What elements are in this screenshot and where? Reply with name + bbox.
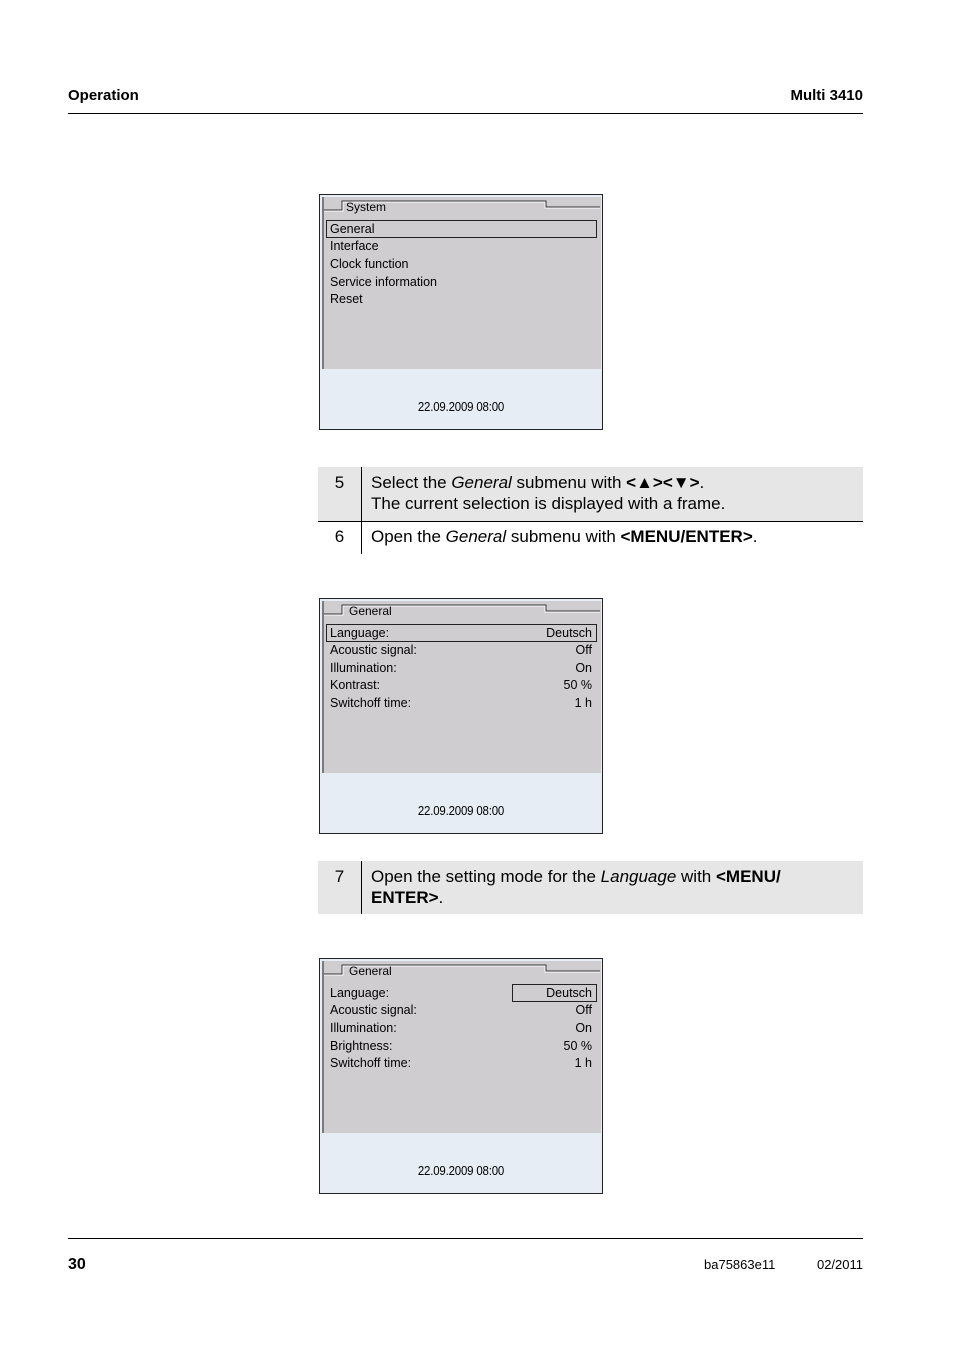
step-separator: [361, 861, 362, 914]
step-text-emphasis: Language: [600, 867, 677, 886]
setting-label-switchoff-time[interactable]: Switchoff time:: [330, 696, 412, 710]
step-key-menu-enter: <MENU/ENTER>: [620, 527, 753, 546]
document-id: ba75863e11: [704, 1257, 776, 1272]
step-key-arrows: <▲><▼>: [626, 473, 700, 492]
setting-label-acoustic-signal[interactable]: Acoustic signal:: [330, 643, 417, 657]
setting-value-kontrast: 50 %: [563, 678, 592, 692]
header-section-title: Operation: [68, 87, 139, 104]
setting-value-switchoff-time: 1 h: [574, 696, 592, 710]
timestamp: 22.09.2009 08:00: [417, 1163, 505, 1178]
setting-label-brightness: Brightness:: [330, 1039, 393, 1053]
setting-label-switchoff-time: Switchoff time:: [330, 1056, 412, 1070]
setting-value-switchoff-time: 1 h: [574, 1056, 592, 1070]
setting-label-illumination: Illumination:: [330, 1021, 397, 1035]
screen-title: General: [349, 964, 392, 978]
timestamp: 22.09.2009 08:00: [417, 803, 505, 818]
page-number: 30: [68, 1256, 86, 1273]
menu-panel: [322, 601, 601, 773]
setting-value-acoustic-signal: Off: [575, 1003, 592, 1017]
step-text-emphasis: General: [451, 473, 512, 492]
setting-label-kontrast[interactable]: Kontrast:: [330, 678, 381, 692]
step-text: [371, 866, 855, 908]
setting-value-language[interactable]: Deutsch: [546, 986, 592, 1000]
step-separator: [361, 467, 362, 521]
timestamp: 22.09.2009 08:00: [417, 399, 505, 414]
step-number: 7: [334, 867, 345, 886]
setting-value-language: Deutsch: [546, 626, 592, 640]
step-text-part: Open the setting mode for the: [371, 867, 601, 886]
setting-value-brightness: 50 %: [563, 1039, 592, 1053]
step-row-7: [318, 861, 863, 914]
footer-rule: [68, 1238, 863, 1239]
step-row-5: [318, 467, 863, 521]
header-rule: [68, 113, 863, 114]
menu-item-clock-function[interactable]: Clock function: [330, 257, 409, 271]
step-row-6: [318, 522, 863, 554]
step-text: [371, 526, 855, 547]
screen-title: General: [349, 604, 392, 618]
step-text-part: .: [438, 888, 444, 907]
setting-value-acoustic-signal: Off: [575, 643, 592, 657]
step-text-part: with: [676, 867, 716, 886]
menu-item-service-information[interactable]: Service information: [330, 275, 437, 289]
menu-item-general[interactable]: General: [330, 222, 375, 236]
step-text-part: submenu with: [511, 473, 627, 492]
step-key-enter: ENTER>: [371, 888, 439, 907]
step-text-line2: The current selection is displayed with a frame.: [371, 494, 726, 513]
setting-value-illumination: On: [575, 1021, 592, 1035]
menu-panel: [322, 197, 601, 369]
device-screen-general: [319, 598, 603, 834]
document-date: 02/2011: [816, 1257, 863, 1272]
menu-panel: [322, 961, 601, 1133]
step-text-part: Select the: [371, 473, 452, 492]
setting-label-acoustic-signal: Acoustic signal:: [330, 1003, 417, 1017]
menu-item-reset[interactable]: Reset: [330, 292, 363, 306]
setting-label-illumination[interactable]: Illumination:: [330, 661, 397, 675]
screen-title: System: [346, 200, 387, 214]
setting-label-language[interactable]: Language:: [330, 626, 390, 640]
step-text-part: Open the: [371, 527, 446, 546]
device-screen-general-edit: [319, 958, 603, 1194]
step-text-part: .: [699, 473, 705, 492]
setting-value-illumination: On: [575, 661, 592, 675]
step-separator: [361, 522, 362, 554]
device-screen-system: [319, 194, 603, 430]
step-text-emphasis: General: [445, 527, 507, 546]
step-key-menu: <MENU/: [715, 867, 781, 886]
step-number: 6: [334, 527, 345, 546]
step-number: 5: [334, 473, 345, 492]
header-product-name: Multi 3410: [790, 87, 863, 104]
menu-item-interface[interactable]: Interface: [330, 239, 379, 253]
step-text-part: .: [752, 527, 758, 546]
step-text-part: submenu with: [506, 527, 621, 546]
setting-label-language: Language:: [330, 986, 390, 1000]
step-text: [371, 472, 855, 514]
